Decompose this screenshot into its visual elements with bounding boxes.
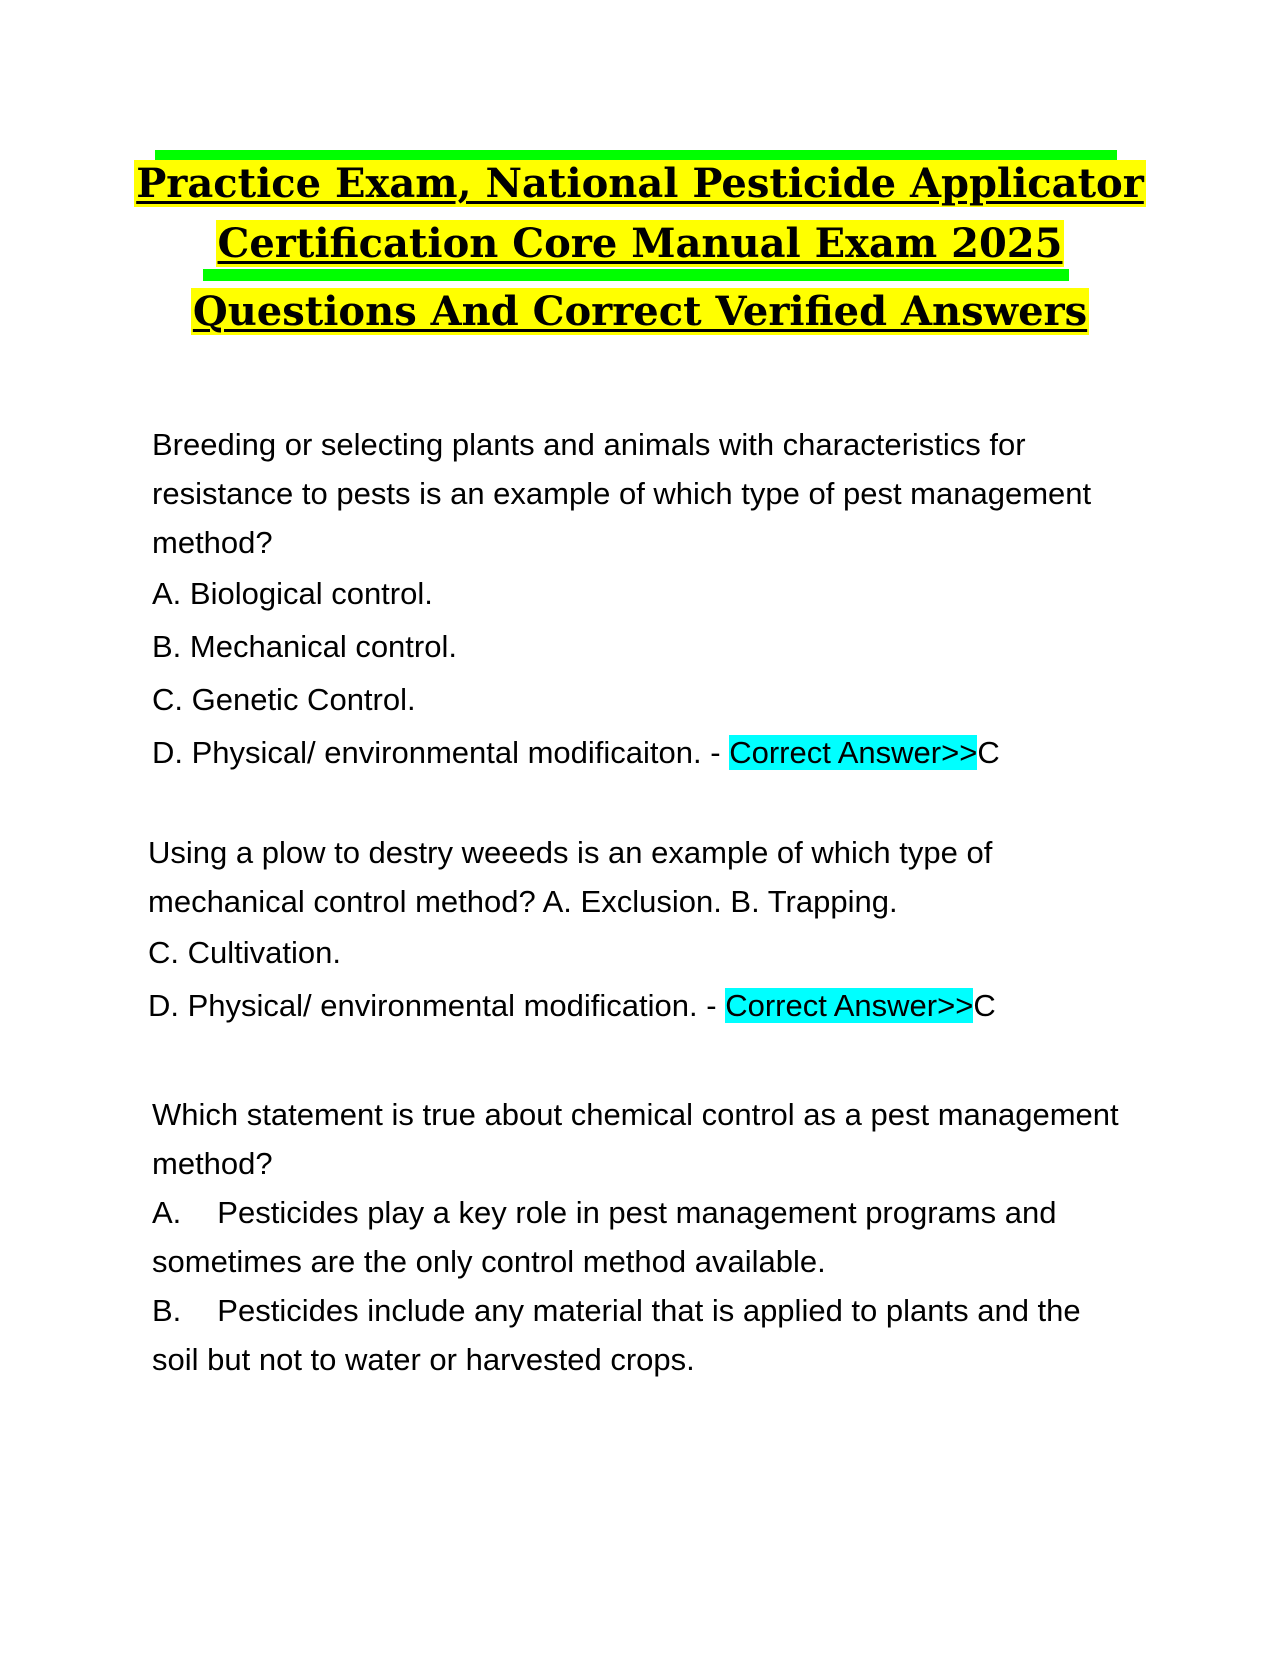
question-3 [152,1090,1132,1384]
question-2 [148,828,1128,1032]
correct-answer-label: Correct Answer>> [729,735,978,770]
question-stem: Breeding or selecting plants and animals with characteristics for resistance to pests is an example of which type of pest management method? [152,427,1092,560]
title-line-3: Questions And Correct Verified Answers [192,288,1088,335]
option-c: C. Cultivation. [148,935,341,970]
title-line-2: Certification Core Manual Exam 2025 [217,220,1063,267]
correct-answer-value: C [973,988,996,1023]
option-b [152,1286,1132,1384]
option-b-letter: B. [152,1293,182,1328]
option-d-text: D. Physical/ environmental modificaiton. - [152,735,721,770]
question-stem: Which statement is true about chemical control as a pest management method? [152,1097,1119,1181]
option-a-text: Pesticides play a key role in pest management programs and sometimes are the only control method available. [152,1195,1057,1279]
option-d [148,979,1128,1032]
question-1 [152,420,1132,779]
option-c: C. Genetic Control. [152,682,416,717]
question-stem: Using a plow to destry weeeds is an example of which type of mechanical control method? A. Exclusion. B. Trapping. [148,835,993,919]
title-line-1: Practice Exam, National Pesticide Applicator [136,160,1144,207]
option-b-text: Pesticides include any material that is applied to plants and the soil but not to water or harvested crops. [152,1293,1081,1377]
option-a: A. Biological control. [152,576,433,611]
option-a [152,1188,1132,1286]
title-green-bar-mid [203,269,1069,281]
option-b: B. Mechanical control. [152,629,457,664]
option-a-letter: A. [152,1195,182,1230]
option-d-text: D. Physical/ environmental modification. - [148,988,717,1023]
title-green-bar-top [155,150,1117,160]
option-d [152,726,1132,779]
correct-answer-label: Correct Answer>> [725,988,974,1023]
correct-answer-value: C [977,735,1000,770]
